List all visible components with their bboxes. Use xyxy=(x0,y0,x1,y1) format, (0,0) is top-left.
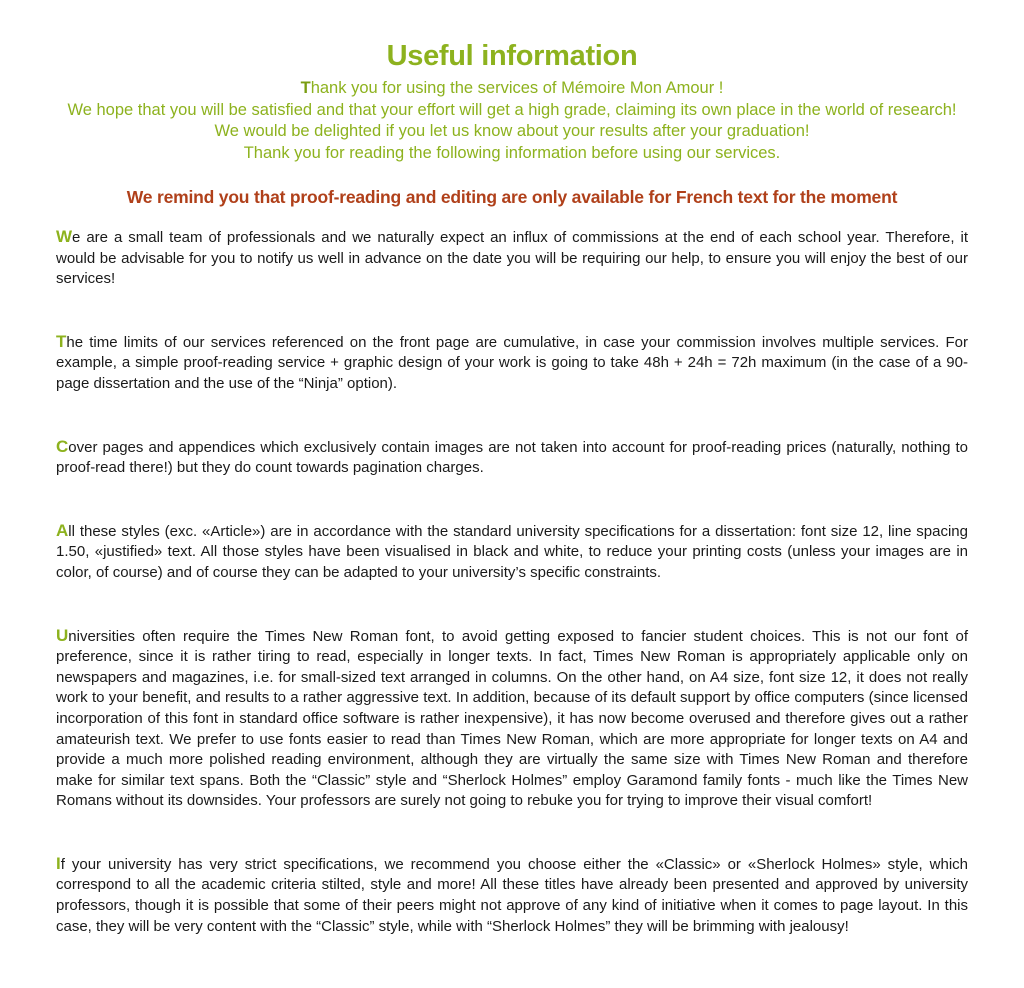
paragraph-text: niversities often require the Times New Roman font, to avoid getting exposed to fancier student choices. This is not our font of preference, since it is rather tiring to read, especially in longer texts. In fact, Times New Roman is appropriately applicable only on newspapers and magazines, i.e. for small-sized text arranged in columns. On the other hand, on A4 size, font size 12, it does not really work to your benefit, and results to a rather aggressive text. In addition, because of its default support by office computers (since licensed incorporation of this font in standard office software is rather inexpensive), it has now become overused and therefore gives out a rather amateurish text. We prefer to use fonts easier to read than Times New Roman, which are more appropriate for longer texts on A4 and provide a much more polished reading environment, although they are virtually the same size with Times New Roman and therefore make for similar text spans. Both the “Classic” style and “Sherlock Holmes” employ Garamond family fonts - much like the Times New Romans without its downsides. Your professors are surely not going to rebuke you for trying to improve their visual comfort! xyxy=(56,627,968,810)
paragraph-text: f your university has very strict specifications, we recommend you choose either the «Classic» or «Sherlock Holmes» style, which correspond to all the academic criteria stilted, style and more! All these titles have already been presented and approved by university professors, though it is possible that some of their peers might not approve of any kind of initiative when it comes to page layout. In this case, they will be very content with the “Classic” style, while with “Sherlock Holmes” they will be brimming with jealousy! xyxy=(56,855,968,935)
intro-text xyxy=(56,78,968,164)
paragraph-dropcap: C xyxy=(56,436,69,456)
paragraph-strict-specs xyxy=(56,854,968,937)
paragraph-text: over pages and appendices which exclusively contain images are not taken into account for proof-reading prices (naturally, nothing to proof-read there!) but they do count towards pagination charges. xyxy=(56,438,968,477)
paragraph-dropcap: A xyxy=(56,520,69,540)
intro-line-1: hank you for using the services of Mémoire Mon Amour ! xyxy=(310,79,724,97)
paragraph-dropcap: W xyxy=(56,227,73,246)
paragraph-dropcap: I xyxy=(56,853,61,873)
paragraph-small-team xyxy=(56,227,968,290)
paragraph-cover-pages xyxy=(56,437,968,479)
paragraph-text: he time limits of our services referenced on the front page are cumulative, in case your commission involves multiple services. For example, a simple proof-reading service + graphic design of your work is going to take 48h + 24h = 72h maximum (in the case of a 90-page dissertation and the use of the “Ninja” option). xyxy=(56,333,968,392)
paragraph-styles xyxy=(56,521,968,584)
paragraph-time-limits xyxy=(56,332,968,395)
intro-line-3: Thank you for reading the following information before using our services. xyxy=(243,143,781,162)
paragraph-text: e are a small team of professionals and we naturally expect an influx of commissions at the end of each school year. Therefore, it would be advisable for you to notify us well in advance on the date you will be requiring our help, to ensure you will enjoy the best of our services! xyxy=(56,229,968,288)
intro-line-2: We hope that you will be satisfied and that your effort will get a high grade, claiming its own place in the world of research! We would be delighted if you let us know about your results after your graduation! xyxy=(67,100,957,140)
paragraph-fonts xyxy=(56,626,968,812)
useful-information-page xyxy=(56,36,968,937)
paragraph-text: ll these styles (exc. «Article») are in accordance with the standard university specifications for a dissertation: font size 12, line spacing 1.50, «justified» text. All those styles have been visualised in black and white, to reduce your printing costs (unless your images are in color, of course) and of course they can be adapted to your university’s specific constraints. xyxy=(56,522,968,581)
paragraph-dropcap: U xyxy=(56,625,69,645)
french-only-reminder: We remind you that proof-reading and editing are only available for French text for the moment xyxy=(126,187,898,207)
paragraph-dropcap: T xyxy=(56,331,67,351)
page-title: Useful information xyxy=(386,40,638,72)
intro-dropcap: T xyxy=(300,79,311,97)
